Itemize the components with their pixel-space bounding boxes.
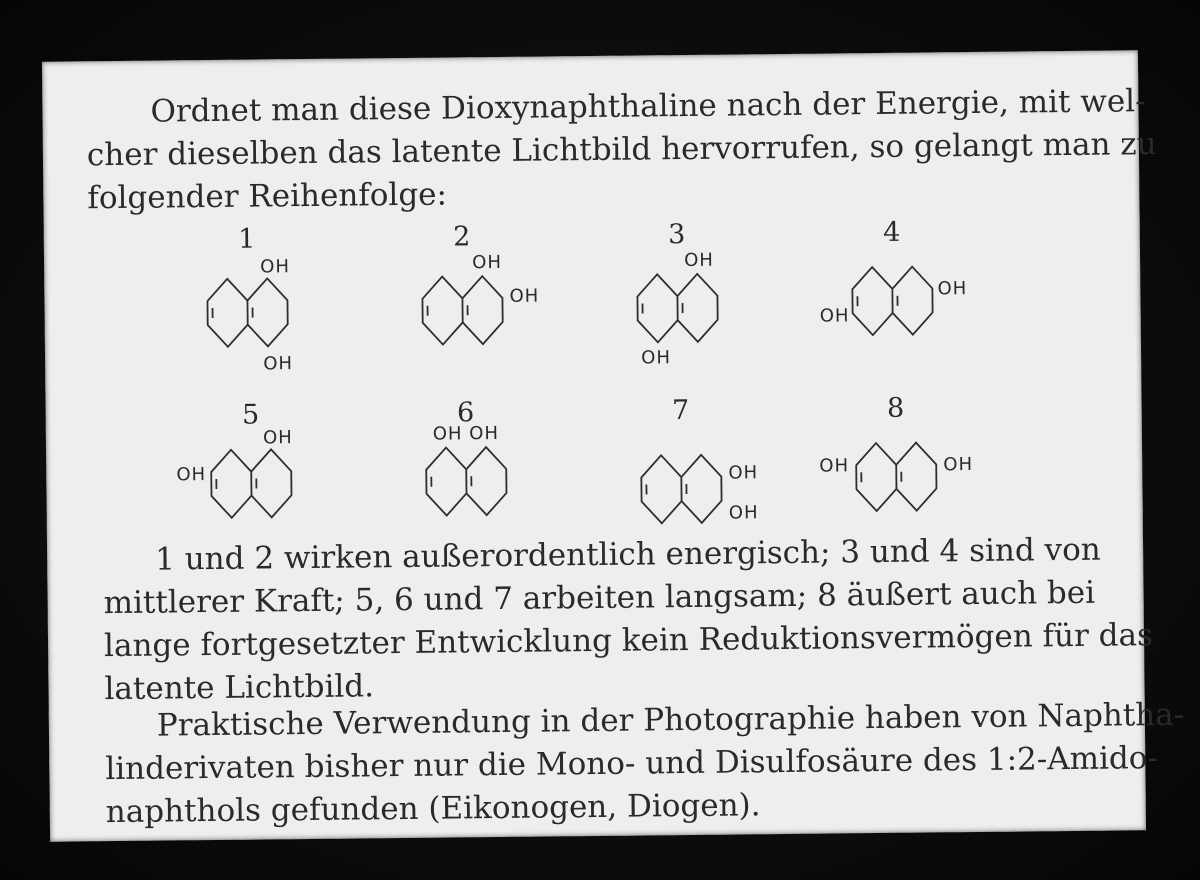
naphthalene-rings: [426, 447, 507, 516]
oh-label: OH OH: [432, 422, 500, 445]
structure-number: 1: [238, 223, 256, 255]
naphthalene-rings: [852, 266, 933, 335]
structure-number: 2: [453, 221, 471, 253]
oh-label: OH: [472, 251, 503, 274]
structure-5: [176, 399, 294, 518]
structure-6: [425, 397, 506, 516]
structure-number: 6: [456, 397, 475, 429]
oh-label: OH: [819, 455, 850, 477]
text-line: folgender Reihenfolge:: [87, 176, 448, 217]
oh-label: OH: [937, 278, 968, 300]
oh-label: OH: [728, 502, 759, 524]
structure-1: [207, 223, 293, 375]
conclusion-paragraph: [47, 528, 1154, 711]
oh-label: OH: [176, 464, 207, 486]
structure-4: [819, 216, 968, 336]
oh-label: OH: [509, 285, 540, 307]
text-line: cher dieselben das latente Lichtbild hervorrufen, so gelangt man zu: [86, 126, 1157, 174]
closing-paragraph: [49, 694, 1185, 834]
naphthalene-rings: [856, 442, 937, 511]
naphthalene-rings: [211, 449, 292, 518]
structure-number: 4: [883, 216, 901, 248]
structure-number: 3: [668, 219, 686, 251]
structure-8: [819, 392, 974, 512]
structure-3: [637, 219, 719, 369]
naphthalene-rings: [207, 278, 288, 347]
naphthalene-rings: [637, 274, 718, 343]
structure-number: 5: [241, 399, 260, 431]
oh-label: OH: [262, 427, 293, 449]
text-line: Praktische Verwendung in der Photographie haben von Naphtha-: [156, 696, 1185, 744]
oh-label: OH: [641, 347, 672, 369]
oh-label: OH: [728, 462, 759, 484]
oh-label: OH: [263, 353, 294, 375]
oh-label: OH: [684, 249, 715, 272]
structure-2: [422, 221, 540, 345]
text-line: 1 und 2 wirken außerordentlich energisch; 3 und 4 sind von: [154, 531, 1101, 578]
naphthalene-rings: [641, 455, 722, 524]
text-line: linderivaten bisher nur die Mono- und Disulfosäure des 1:2-Amido-: [105, 740, 1159, 788]
text-line: lange fortgesetzter Entwicklung kein Reduktionsvermögen für das: [103, 617, 1154, 665]
text-line: latente Lichtbild.: [104, 668, 375, 708]
document-page: [42, 50, 1185, 841]
text-line: mittlerer Kraft; 5, 6 und 7 arbeiten langsam; 8 äußert auch bei: [103, 574, 1096, 622]
oh-label: OH: [819, 305, 850, 327]
naphthalene-rings: [422, 276, 503, 345]
structure-7: [640, 394, 758, 524]
structure-number: 8: [886, 392, 905, 424]
text-line: naphthols gefunden (Eikonogen, Diogen).: [105, 787, 761, 831]
oh-label: OH: [260, 256, 291, 278]
text-line: Ordnet man diese Dioxynaphthaline nach der Energie, mit wel-: [150, 83, 1146, 130]
structure-number: 7: [671, 395, 690, 427]
oh-label: OH: [943, 454, 974, 476]
